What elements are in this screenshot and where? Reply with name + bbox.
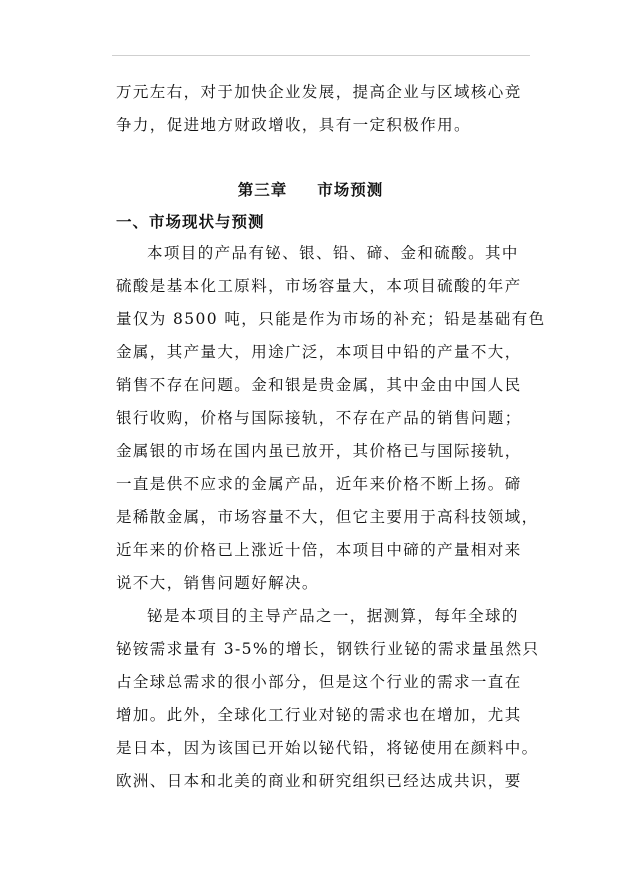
section-heading: 一、市场现状与预测	[116, 212, 265, 231]
text-line: 销售不存在问题。金和银是贵金属，其中金由中国人民	[116, 376, 522, 394]
text-line: 银行收购，价格与国际接轨，不存在产品的销售问题；	[116, 409, 522, 427]
text-line: 一直是供不应求的金属产品，近年来价格不断上扬。碲	[116, 475, 522, 493]
text-line: 万元左右，对于加快企业发展，提高企业与区域核心竞	[116, 83, 522, 101]
text-line: 是日本，因为该国已开始以铋代铅，将铋使用在颜料中。	[116, 739, 539, 757]
text-line: 是稀散金属，市场容量不大，但它主要用于高科技领域，	[116, 508, 539, 526]
chapter-name: 市场预测	[317, 180, 384, 199]
text-line: 本项目的产品有铋、银、铅、碲、金和硫酸。其中	[147, 244, 519, 262]
text-line: 近年来的价格已上涨近十倍，本项目中碲的产量相对来	[116, 541, 522, 559]
chapter-number: 第三章	[237, 180, 288, 199]
text-line: 金属银的市场在国内虽已放开，其价格已与国际接轨，	[116, 442, 522, 460]
text-line: 量仅为 8500 吨，只能是作为市场的补充；铅是基础有色	[116, 310, 546, 328]
header-rule	[112, 55, 530, 56]
text-line: 增加。此外，全球化工行业对铋的需求也在增加，尤其	[116, 706, 522, 724]
text-line: 争力，促进地方财政增收，具有一定积极作用。	[116, 116, 471, 134]
chapter-title	[0, 180, 621, 200]
text-line: 说不大，销售问题好解决。	[116, 574, 319, 592]
text-line: 铋铵需求量有 3-5%的增长，钢铁行业铋的需求量虽然只	[116, 640, 540, 658]
text-line: 欧洲、日本和北美的商业和研究组织已经达成共识，要	[116, 772, 522, 790]
text-line: 金属，其产量大，用途广泛，本项目中铅的产量不大，	[116, 343, 522, 361]
text-line: 硫酸是基本化工原料，市场容量大，本项目硫酸的年产	[116, 277, 522, 295]
text-line: 铋是本项目的主导产品之一，据测算，每年全球的	[147, 607, 519, 625]
text-line: 占全球总需求的很小部分，但是这个行业的需求一直在	[116, 673, 522, 691]
